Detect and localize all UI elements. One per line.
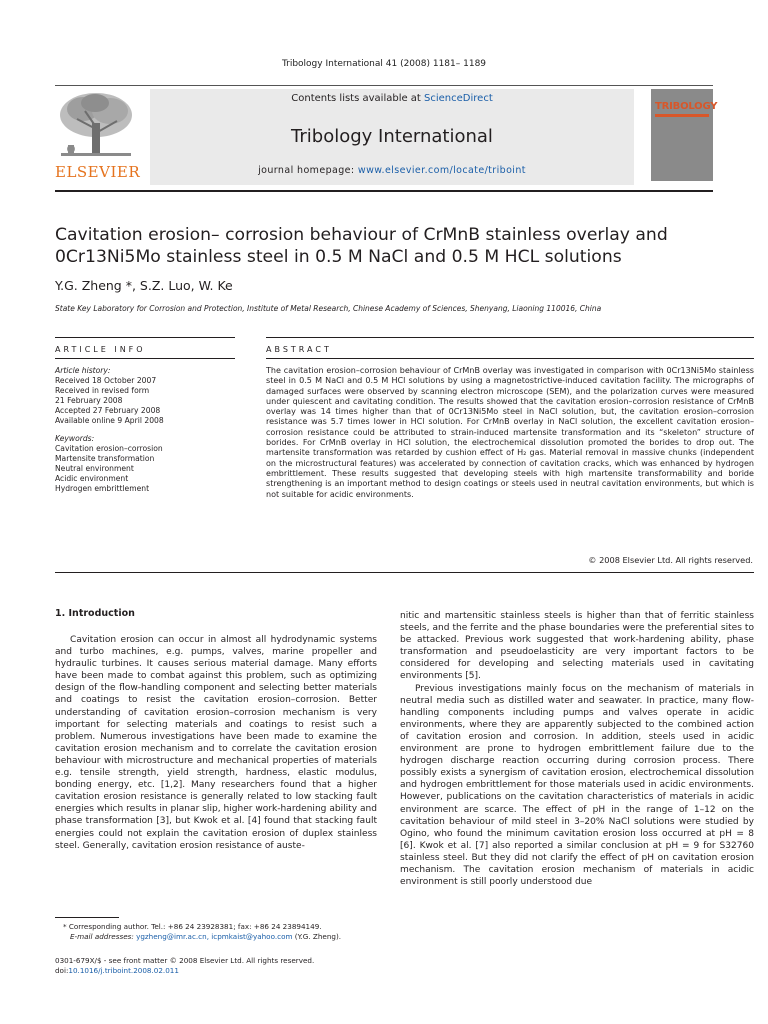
header-top-rule <box>55 85 713 86</box>
journal-citation: Tribology International 41 (2008) 1181– 1189 <box>281 59 487 69</box>
article-info <box>55 366 235 494</box>
keyword: Martensite transformation <box>55 454 155 463</box>
history-item: 21 February 2008 <box>55 396 123 405</box>
body-paragraph: Cavitation erosion can occur in almost all hydrodynamic systems and turbo machines, e.g. pumps, valves, marine propeller and hydraulic turbines. It causes serious material damage. Many efforts have been made to combat against this problem, such as optimizing design of the flow-handling component and selecting better materials and coatings to resist the cavitation erosion–corrosion. Better understanding of cavitation erosion–corrosion mechanism is very important for selecting materials and coatings to resist such a problem. Numerous investigations have been made to examine the cavitation erosion mechanism and to correlate the cavitation erosion behaviour with microstructure and mechanical properties of materials e.g. tensile strength, yield strength, hardness, elastic modulus, bonding energy, etc. [1,2]. Many researchers found that a higher cavitation erosion resistance is generally related to low stacking fault energies which results in planar slip, higher work-hardening ability and phase transformation [3], but Kwok et al. [4] found that stacking fault energies could not explain the cavitation erosion of duplex stainless steel. Generally, cavitation erosion resistance of auste- <box>55 635 377 851</box>
sciencedirect-link[interactable]: ScienceDirect <box>424 93 493 104</box>
article-info-rule <box>55 337 235 338</box>
abstract-copyright: © 2008 Elsevier Ltd. All rights reserved. <box>588 555 753 565</box>
abstract-heading: ABSTRACT <box>266 345 332 354</box>
history-item: Accepted 27 February 2008 <box>55 406 161 415</box>
abstract-subrule <box>266 358 754 359</box>
history-item: Received in revised form <box>55 386 150 395</box>
section-heading-introduction: 1. Introduction <box>55 608 135 619</box>
keyword: Hydrogen embrittlement <box>55 484 150 493</box>
email-suffix: (Y.G. Zheng). <box>292 932 342 941</box>
header-bottom-rule <box>55 190 713 192</box>
front-matter-note <box>55 956 395 976</box>
journal-homepage <box>150 165 634 176</box>
doi-prefix: doi: <box>55 966 69 975</box>
homepage-prefix: journal homepage: <box>258 165 358 176</box>
abstract-text: The cavitation erosion–corrosion behaviour of CrMnB overlay was investigated in comparison with 0Cr13Ni5Mo stainless steel in 0.5 M NaCl and 0.5 M HCl solutions by using a magnetostrictive-induced cavitation facility. The micrographs of damaged surfaces were observed by scanning electron microscope (SEM), and the polarization curves were measured under quiescent and cavitating condition. The results showed that the cavitation erosion–corrosion resistance of CrMnB overlay was 14 times higher than that of 0Cr13Ni5Mo steel in NaCl solution, but, the cavitation erosion–corrosion resistance was 5.7 times lower in HCl solution. For CrMnB overlay in NaCl solution, the excellent cavitation erosion–corrosion resistance could be attributed to strain-induced martensite transformation and its “skeleton” structure of borides. For CrMnB overlay in HCl solution, the electrochemical dissolution promoted the borides to drop out. The martensite transformation was retarded by cushion effect of H₂ gas. Material removal in massive chunks (independent on the microstructural features) was accelerated by connection of cavitation cracks, which was enhanced by hydrogen embrittlement. These results suggested that developing steels with high martensite transformability and boride strengthening is an important method to design coatings or steels used in neutral cavitation environments, but which is not suitable for acidic environments. <box>266 366 754 499</box>
doi-link[interactable]: 10.1016/j.triboint.2008.02.011 <box>68 966 179 975</box>
tree-icon <box>55 89 137 163</box>
history-item: Received 18 October 2007 <box>55 376 157 385</box>
article-title-line-1: Cavitation erosion– corrosion behaviour of CrMnB stainless overlay and <box>55 225 668 245</box>
footnote-corresponding <box>55 922 377 942</box>
keyword: Acidic environment <box>55 474 129 483</box>
body-paragraph: nitic and martensitic stainless steels is higher than that of ferritic stainless steels, and the ferrite and the phase boundaries were the preferential sites to be attacked. Previous work suggested that work-hardening ability, phase transformation and pseudoelasticity are very important factors to be considered for developing and selecting materials used in cavitating environments [5]. <box>400 611 754 682</box>
email-prefix: E-mail addresses: <box>70 932 137 941</box>
keyword: Neutral environment <box>55 464 134 473</box>
affiliation: State Key Laboratory for Corrosion and Protection, Institute of Metal Research, Chinese Academy of Sciences, Shenyang, Liaoning 110016, China <box>55 304 602 313</box>
history-label: Article history: <box>55 366 111 375</box>
authors: Y.G. Zheng *, S.Z. Luo, W. Ke <box>55 278 233 293</box>
body-column-right <box>400 610 754 888</box>
email-links[interactable]: ygzheng@imr.ac.cn, icpmkaist@yahoo.com <box>136 932 293 941</box>
email-line <box>55 932 377 942</box>
article-info-subrule <box>55 358 235 359</box>
article-title <box>55 224 715 268</box>
history-item: Available online 9 April 2008 <box>55 416 164 425</box>
front-matter-end-rule <box>55 572 754 573</box>
contents-availability <box>150 93 634 104</box>
cover-title: TRIBOLOGY <box>655 101 718 112</box>
journal-cover-image <box>651 89 718 181</box>
article-title-line-2: 0Cr13Ni5Mo stainless steel in 0.5 M NaCl and 0.5 M HCL solutions <box>55 247 622 267</box>
article-info-heading: ARTICLE INFO <box>55 345 146 354</box>
elsevier-wordmark: ELSEVIER <box>55 163 141 181</box>
cover-strip <box>655 114 709 117</box>
contents-prefix: Contents lists available at <box>291 93 425 104</box>
doi-line <box>55 966 395 976</box>
homepage-link[interactable]: www.elsevier.com/locate/triboint <box>357 165 526 176</box>
body-column-left <box>55 634 377 852</box>
journal-name: Tribology International <box>291 126 493 147</box>
abstract-rule <box>266 337 754 338</box>
footnote-rule <box>55 917 119 918</box>
keywords-label: Keywords: <box>55 434 95 443</box>
front-matter-line: 0301-679X/$ - see front matter © 2008 Elsevier Ltd. All rights reserved. <box>55 956 315 965</box>
body-paragraph: Previous investigations mainly focus on the mechanism of materials in neutral media such as distilled water and seawater. In practice, many flow-handling components including pumps and valves operate in acidic environments, where they are apparently subjected to the combined action of cavitation erosion and corrosion. In addition, steels used in acidic environment are prone to hydrogen embrittlement failure due to the hydrogen discharge reaction occurring during corrosion process. There possibly exists a synergism of cavitation erosion, electrochemical dissolution and hydrogen embrittlement for those materials used in acidic environments. However, publications on the cavitation characteristics of materials in acidic environment are scarce. The effect of pH in the range of 1–12 on the cavitation behaviour of mild steel in 3–20% NaCl solutions were studied by Ogino, who found the minimum cavitation erosion loss occurred at pH = 8 [6]. Kwok et al. [7] also reported a similar conclusion at pH = 9 for S32760 stainless steel. But they did not clarify the effect of pH on cavitation erosion mechanism. The cavitation erosion mechanism of materials in acidic environment is still poorly understood due <box>400 683 754 888</box>
keyword: Cavitation erosion–corrosion <box>55 444 163 453</box>
corresponding-author-note: * Corresponding author. Tel.: +86 24 23928381; fax: +86 24 23894149. <box>63 922 322 931</box>
